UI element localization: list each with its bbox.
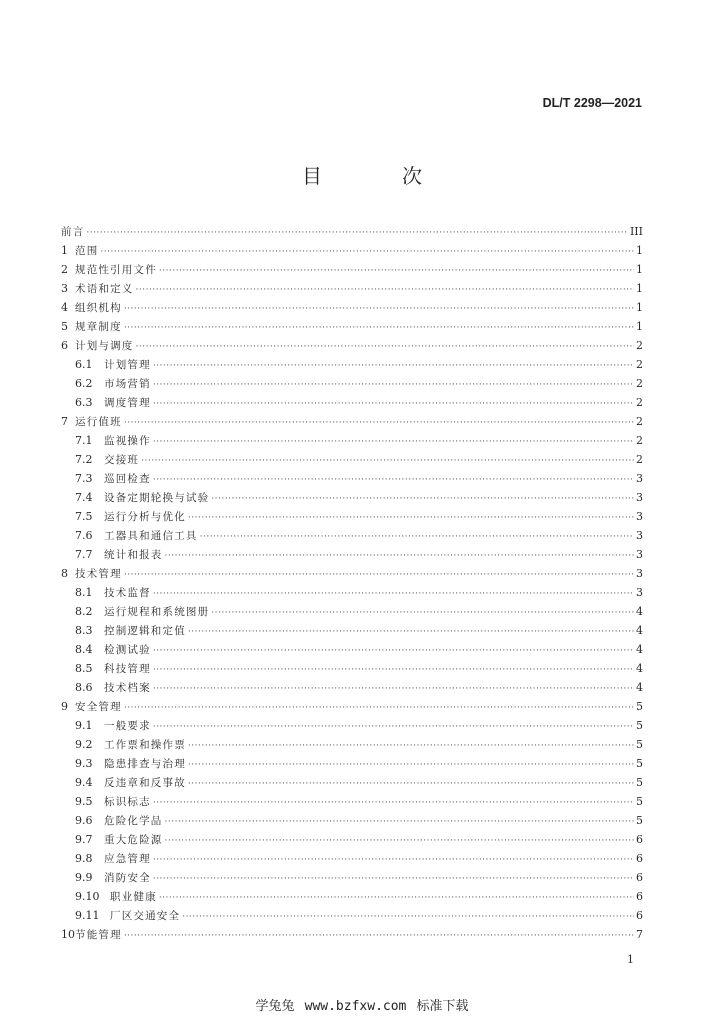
toc-entry-title: 运行值班 [75,416,122,428]
toc-leader-dots [159,262,634,281]
toc-entry-number: 9.9 [75,871,93,884]
toc-entry-page: 2 [636,453,643,466]
toc-entry-number: 7 [61,415,68,428]
toc-leader-dots [136,281,635,300]
toc-entry-page: 3 [636,529,643,542]
toc-entry-title: 交接班 [104,454,140,466]
toc-entry-page: 3 [636,472,643,485]
toc-entry-number: 9.3 [75,757,93,770]
toc-entry-number: 8.1 [75,586,93,599]
toc-entry-title: 安全管理 [75,701,122,713]
toc-entry-page: 5 [636,795,643,808]
toc-entry-number: 9.4 [75,776,93,789]
toc-entry-number: 6.2 [75,377,93,390]
toc-entry-title: 厂区交通安全 [110,910,181,922]
toc-entry[interactable] [61,773,643,792]
toc-entry[interactable] [61,298,643,317]
toc-entry[interactable] [61,602,643,621]
toc-entry-title: 术语和定义 [75,283,134,295]
toc-leader-dots [124,699,634,718]
toc-entry-page: 7 [636,928,643,941]
toc-entry[interactable] [61,222,643,241]
toc-entry-page: 2 [636,339,643,352]
toc-entry-page: 4 [636,662,643,675]
toc-entry-page: 3 [636,491,643,504]
toc-entry-title: 技术管理 [75,568,122,580]
toc-entry-number: 7.4 [75,491,93,504]
toc-entry[interactable] [61,792,643,811]
toc-entry-page: 3 [636,567,643,580]
toc-entry-page: 1 [636,244,643,257]
toc-entry[interactable] [61,868,643,887]
toc-leader-dots [86,224,628,243]
toc-leader-dots [124,927,634,946]
toc-entry-page: 4 [636,605,643,618]
toc-entry-number: 8.4 [75,643,93,656]
toc-entry-number: 9.1 [75,719,93,732]
toc-entry-page: 1 [636,301,643,314]
toc-entry-page: 1 [636,282,643,295]
toc-entry-number: 7.1 [75,434,93,447]
toc-entry-page: III [629,225,643,238]
toc-entry[interactable] [61,507,643,526]
toc-entry-page: 4 [636,643,643,656]
toc-leader-dots [188,737,634,756]
toc-entry-page: 2 [636,358,643,371]
toc-entry[interactable] [61,355,643,374]
watermark-site: 学兔兔 [255,999,295,1014]
toc-entry-number: 7.5 [75,510,93,523]
toc-entry-page: 3 [636,548,643,561]
toc-entry-title: 检测试验 [104,644,151,656]
toc-entry-page: 2 [636,396,643,409]
toc-entry-number: 7.3 [75,472,93,485]
toc-entry-page: 3 [636,586,643,599]
toc-leader-dots [188,623,634,642]
toc-entry-number: 9 [61,700,68,713]
toc-entry-title: 重大危险源 [104,834,163,846]
toc-leader-dots [141,452,634,471]
toc-leader-dots [124,566,634,585]
toc-entry-page: 5 [636,700,643,713]
toc-entry-title: 组织机构 [75,302,122,314]
toc-leader-dots [153,376,634,395]
toc-leader-dots [159,889,634,908]
toc-leader-dots [153,471,634,490]
table-of-contents [61,222,643,944]
toc-entry-title: 运行规程和系统图册 [104,606,210,618]
toc-entry-title: 反违章和反事故 [104,777,186,789]
toc-entry[interactable] [61,450,643,469]
toc-entry[interactable] [61,811,643,830]
toc-entry[interactable] [61,621,643,640]
toc-entry-title: 计划管理 [104,359,151,371]
toc-leader-dots [153,680,634,699]
toc-entry-number: 9.6 [75,814,93,827]
toc-entry[interactable] [61,887,643,906]
toc-entry-number: 5 [61,320,68,333]
toc-leader-dots [153,870,634,889]
toc-entry-number: 7.7 [75,548,93,561]
standard-code: DL/T 2298—2021 [542,96,642,110]
toc-entry[interactable] [61,678,643,697]
toc-entry-title: 技术监督 [104,587,151,599]
toc-leader-dots [136,338,635,357]
toc-entry-page: 6 [636,871,643,884]
toc-entry[interactable] [61,697,643,716]
toc-entry-number: 8.3 [75,624,93,637]
toc-entry-number: 2 [61,263,68,276]
toc-entry[interactable] [61,488,643,507]
toc-entry[interactable] [61,906,643,925]
toc-entry-title: 工作票和操作票 [104,739,186,751]
toc-leader-dots [188,756,634,775]
toc-entry-title: 技术档案 [104,682,151,694]
toc-leader-dots [165,832,635,851]
toc-leader-dots [211,490,634,509]
toc-entry[interactable] [61,279,643,298]
toc-entry[interactable] [61,241,643,260]
toc-entry-title: 巡回检查 [104,473,151,485]
toc-entry-number: 7.2 [75,453,93,466]
toc-entry[interactable] [61,925,643,944]
toc-entry-number: 9.10 [75,890,100,903]
toc-entry[interactable] [61,735,643,754]
toc-entry-page: 6 [636,890,643,903]
toc-entry-number: 3 [61,282,68,295]
toc-entry-number: 4 [61,301,68,314]
toc-entry-number: 6.3 [75,396,93,409]
toc-leader-dots [165,813,635,832]
toc-entry-page: 6 [636,852,643,865]
toc-entry-title: 市场营销 [104,378,151,390]
toc-leader-dots [153,357,634,376]
toc-entry-number: 9.2 [75,738,93,751]
toc-entry-number: 9.11 [75,909,100,922]
toc-title: 目 次 [302,164,452,188]
toc-leader-dots [153,661,634,680]
toc-entry-title: 运行分析与优化 [104,511,186,523]
toc-entry-page: 6 [636,909,643,922]
toc-entry-number: 8.6 [75,681,93,694]
toc-entry-title: 消防安全 [104,872,151,884]
toc-leader-dots [188,775,634,794]
toc-entry-number: 9.7 [75,833,93,846]
toc-entry-page: 2 [636,377,643,390]
toc-entry-title: 规范性引用文件 [75,264,157,276]
toc-entry-number: 6.1 [75,358,93,371]
toc-entry-title: 危险化学品 [104,815,163,827]
toc-entry-title: 一般要求 [104,720,151,732]
toc-entry[interactable] [61,754,643,773]
toc-entry-title: 工器具和通信工具 [104,530,198,542]
toc-entry-page: 3 [636,510,643,523]
toc-entry[interactable] [61,393,643,412]
toc-entry-title: 调度管理 [104,397,151,409]
watermark-url: www.bzfxw.com [304,999,407,1014]
toc-entry-number: 9.5 [75,795,93,808]
toc-entry-page: 1 [636,263,643,276]
toc-entry-title: 控制逻辑和定值 [104,625,186,637]
toc-entry-number: 6 [61,339,68,352]
toc-leader-dots [153,395,634,414]
toc-leader-dots [100,243,634,262]
watermark [0,995,724,1014]
toc-leader-dots [153,642,634,661]
toc-entry-page: 4 [636,681,643,694]
toc-entry-title: 职业健康 [110,891,157,903]
toc-leader-dots [124,414,634,433]
toc-entry-page: 5 [636,814,643,827]
toc-entry-page: 4 [636,624,643,637]
toc-entry-page: 2 [636,434,643,447]
toc-entry[interactable] [61,583,643,602]
toc-entry-page: 6 [636,833,643,846]
toc-entry-number: 7.6 [75,529,93,542]
toc-leader-dots [124,300,634,319]
toc-entry[interactable] [61,336,643,355]
toc-entry-title: 规章制度 [75,321,122,333]
toc-leader-dots [153,433,634,452]
toc-leader-dots [153,794,634,813]
toc-leader-dots [211,604,634,623]
toc-entry[interactable] [61,412,643,431]
toc-leader-dots [188,509,634,528]
toc-entry[interactable] [61,431,643,450]
toc-entry-page: 5 [636,738,643,751]
toc-leader-dots [182,908,634,927]
toc-entry[interactable] [61,716,643,735]
toc-entry-title: 计划与调度 [75,340,134,352]
toc-entry[interactable] [61,640,643,659]
toc-entry-title: 科技管理 [104,663,151,675]
toc-leader-dots [153,585,634,604]
toc-entry-number: 9.8 [75,852,93,865]
toc-entry[interactable] [61,526,643,545]
toc-entry-page: 2 [636,415,643,428]
toc-entry-number: 8 [61,567,68,580]
toc-entry-title: 设备定期轮换与试验 [104,492,210,504]
toc-entry[interactable] [61,317,643,336]
toc-entry-title: 隐患排查与治理 [104,758,186,770]
toc-entry[interactable] [61,374,643,393]
toc-entry-title: 监视操作 [104,435,151,447]
toc-entry[interactable] [61,469,643,488]
toc-entry-title: 统计和报表 [104,549,163,561]
toc-entry-title: 范围 [75,245,99,257]
toc-entry-title: 节能管理 [75,929,122,941]
toc-leader-dots [165,547,635,566]
toc-leader-dots [153,718,634,737]
toc-entry-title: 标识标志 [104,796,151,808]
toc-entry-number: 8.2 [75,605,93,618]
toc-entry[interactable] [61,659,643,678]
toc-entry-title: 前言 [61,226,85,238]
toc-entry-number: 10 [61,928,75,941]
toc-leader-dots [124,319,634,338]
toc-entry-title: 应急管理 [104,853,151,865]
toc-entry[interactable] [61,830,643,849]
toc-entry[interactable] [61,849,643,868]
watermark-tail: 标准下载 [416,999,469,1014]
toc-entry-page: 1 [636,320,643,333]
toc-entry[interactable] [61,545,643,564]
toc-entry-page: 5 [636,719,643,732]
page-number: 1 [627,953,634,966]
toc-entry-page: 5 [636,757,643,770]
toc-entry[interactable] [61,260,643,279]
toc-leader-dots [200,528,634,547]
toc-entry-number: 1 [61,244,68,257]
toc-entry-number: 8.5 [75,662,93,675]
toc-entry[interactable] [61,564,643,583]
toc-entry-page: 5 [636,776,643,789]
toc-leader-dots [153,851,634,870]
